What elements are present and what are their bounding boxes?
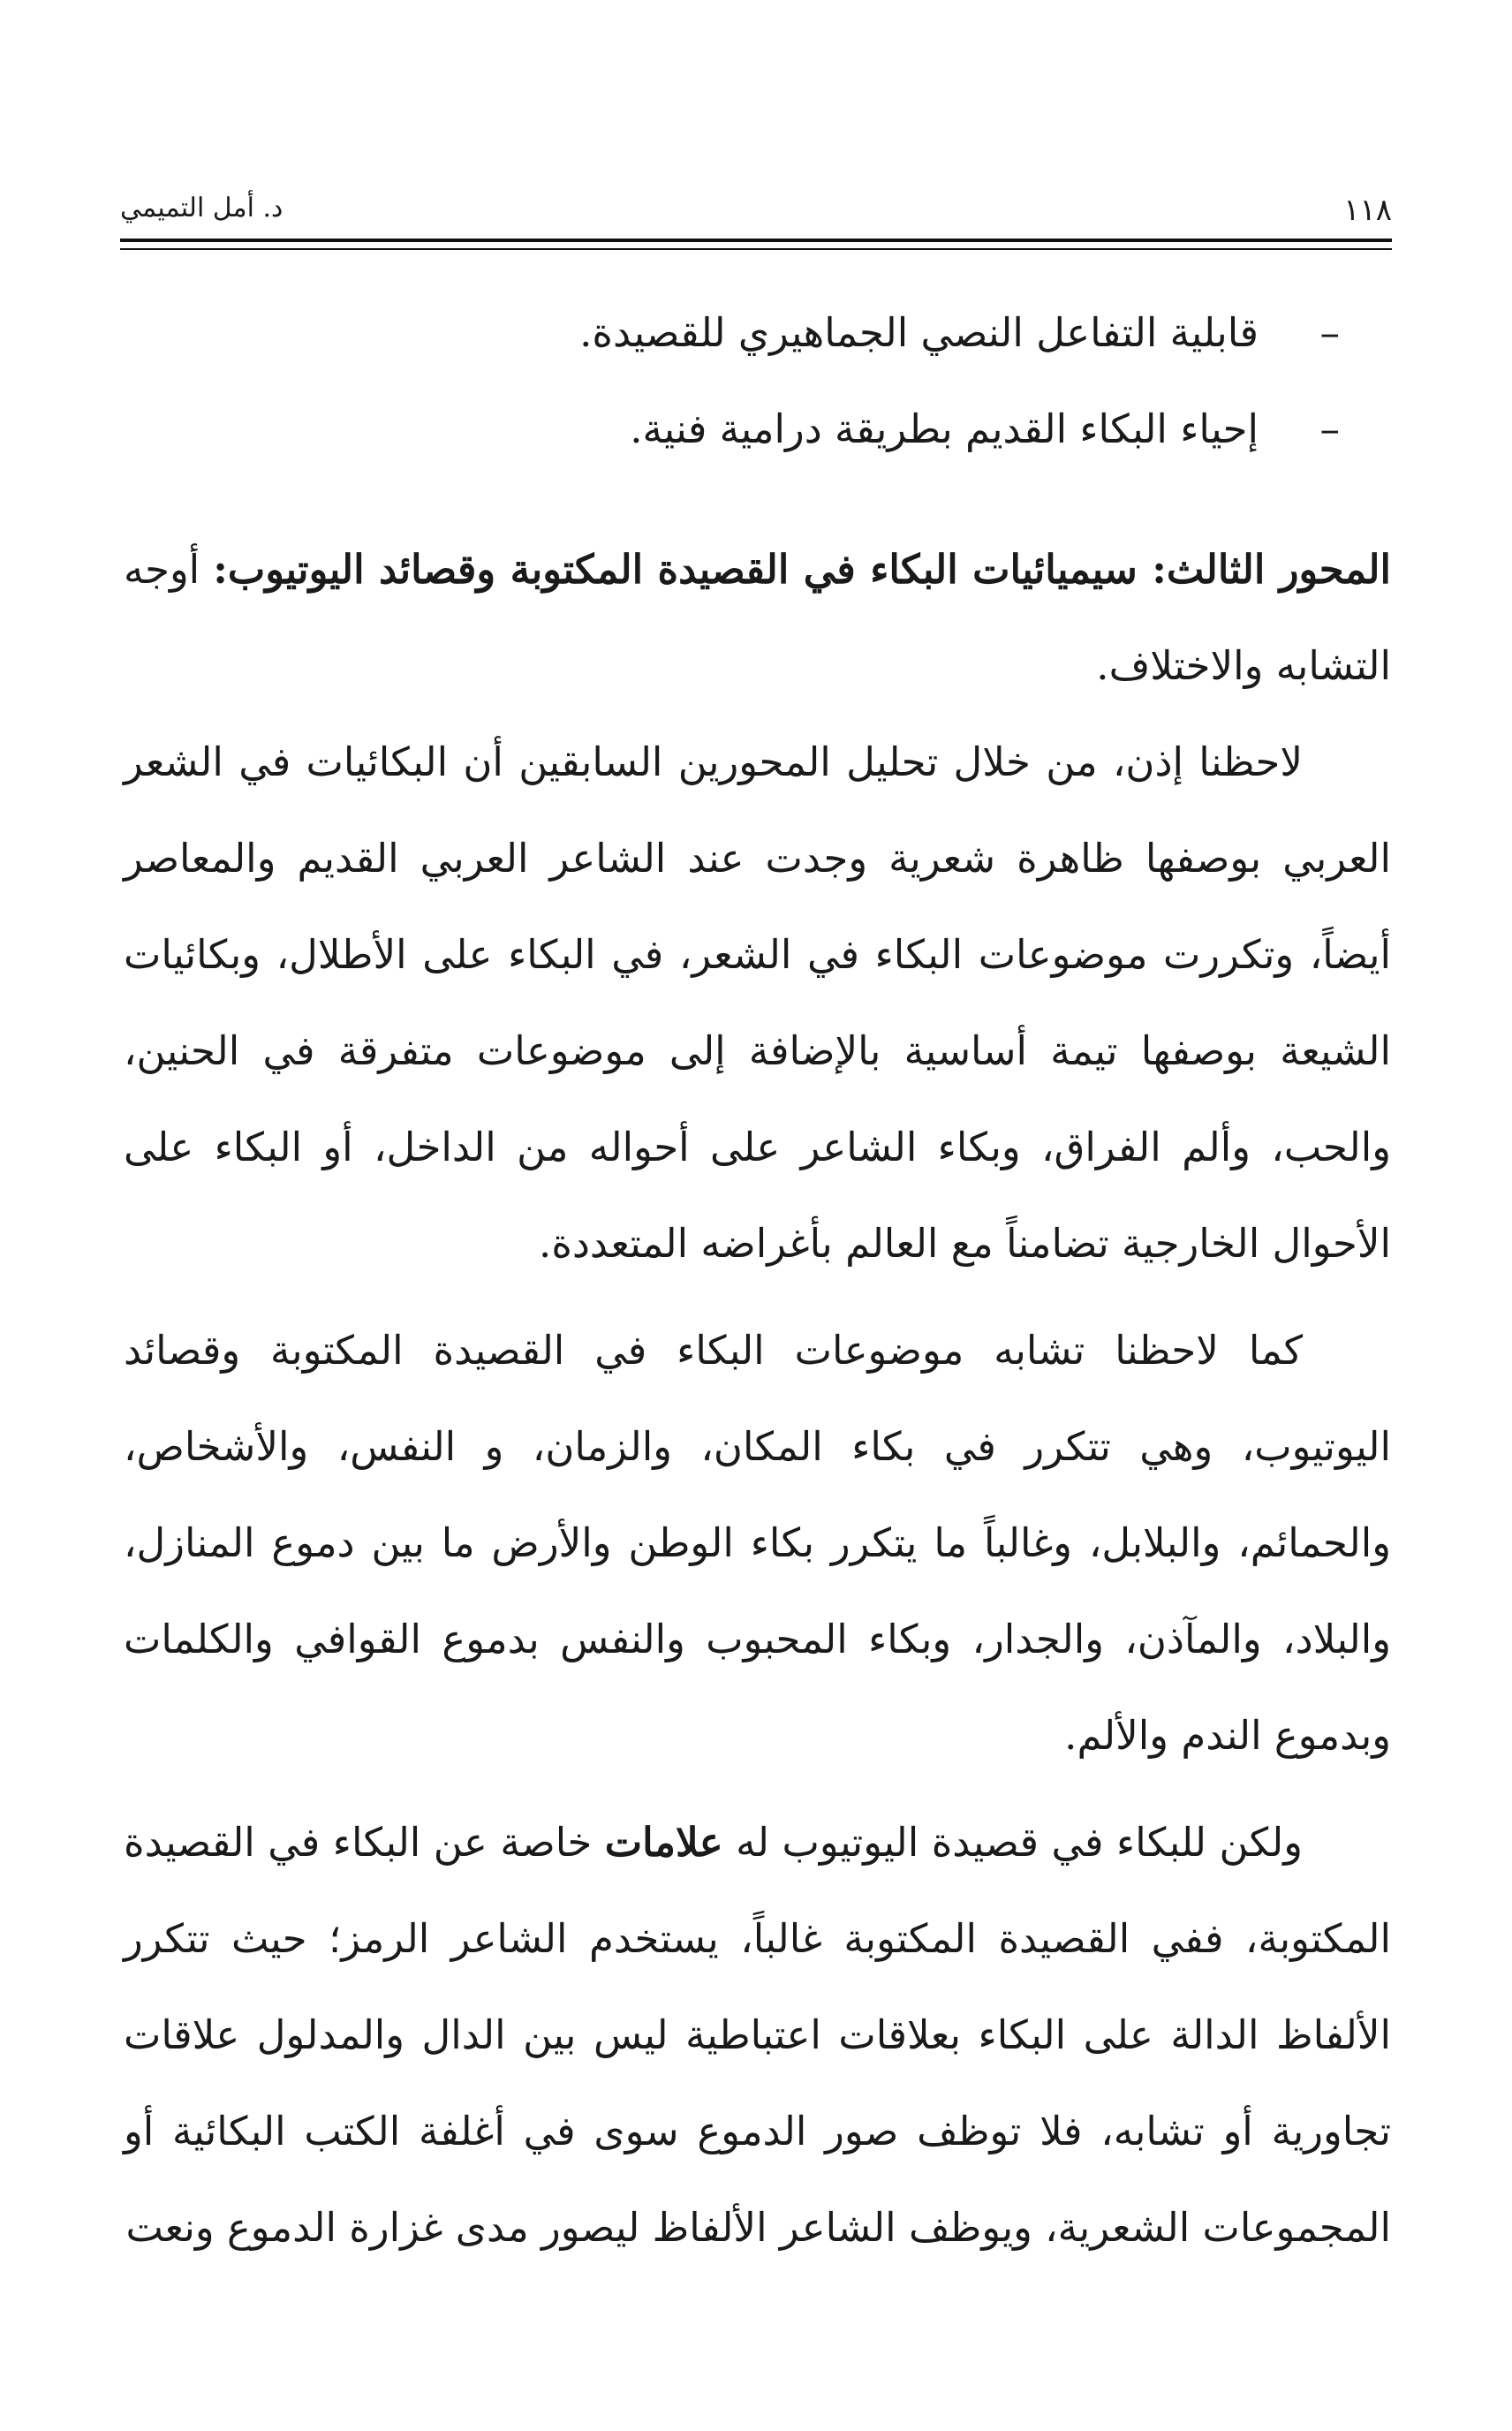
page-body (124, 284, 1391, 2276)
section-heading-subtitle: أوجه التشابه والاختلاف. (124, 546, 1391, 689)
header-rule-thin (120, 248, 1392, 250)
emphasized-word: علامات (604, 1819, 723, 1866)
paragraph-3-start: ولكن للبكاء في قصيدة اليوتيوب له (722, 1819, 1304, 1866)
section-heading (124, 521, 1391, 714)
running-head-author: د. أمل التميمي (120, 193, 284, 223)
list-item-text: إحياء البكاء القديم بطريقة درامية فنية. (630, 405, 1259, 452)
list-item-text: قابلية التفاعل النصي الجماهيري للقصيدة. (579, 309, 1259, 356)
page-number: ١١٨ (1343, 193, 1392, 228)
page-header (120, 186, 1392, 239)
paragraph-3 (124, 1794, 1391, 2276)
list-item (124, 284, 1391, 381)
list-item (124, 381, 1391, 477)
paragraph-2: كما لاحظنا تشابه موضوعات البكاء في القصيدة المكتوبة وقصائد اليوتيوب، وهي تتكرر في بكاء المكان، والزمان، و النفس، والأشخاص، والحمائم، والبلابل، وغالباً ما يتكرر بكاء الوطن والأرض ما بين دموع المنازل، والبلاد، والمآذن، والجدار، وبكاء المحبوب والنفس بدموع القوافي والكلمات وبدموع الندم والألم. (124, 1327, 1391, 1759)
paragraph-1: لاحظنا إذن، من خلال تحليل المحورين السابقين أن البكائيات في الشعر العربي بوصفها ظاهرة شعرية وجدت عند الشاعر العربي القديم والمعاصر أيضاً، وتكررت موضوعات البكاء في الشعر، في البكاء على الأطلال، وبكائيات الشيعة بوصفها تيمة أساسية بالإضافة إلى موضوعات متفرقة في الحنين، والحب، وألم الفراق، وبكاء الشاعر على أحواله من الداخل، أو البكاء على الأحوال الخارجية تضامناً مع العالم بأغراضه المتعددة. (124, 738, 1391, 1267)
paragraph-3-rest: خاصة عن البكاء في القصيدة المكتوبة، ففي القصيدة المكتوبة غالباً، يستخدم الشاعر الرمز؛ حيث تتكرر الألفاظ الدالة على البكاء بعلاقات اعتباطية ليس بين الدال والمدلول علاقات تجاورية أو تشابه، فلا توظف صور الدموع سوى في أغلفة الكتب البكائية أو المجموعات الشعرية، ويوظف الشاعر الألفاظ ليصور مدى غزارة الدموع ونعت (124, 1819, 1391, 2251)
bullet-list (124, 284, 1391, 477)
bullet-dash: – (1319, 309, 1340, 356)
header-rule-thick (120, 239, 1392, 242)
section-heading-title: المحور الثالث: سيميائيات البكاء في القصيدة المكتوبة وقصائد اليوتيوب: (213, 546, 1391, 593)
bullet-dash: – (1319, 405, 1340, 452)
